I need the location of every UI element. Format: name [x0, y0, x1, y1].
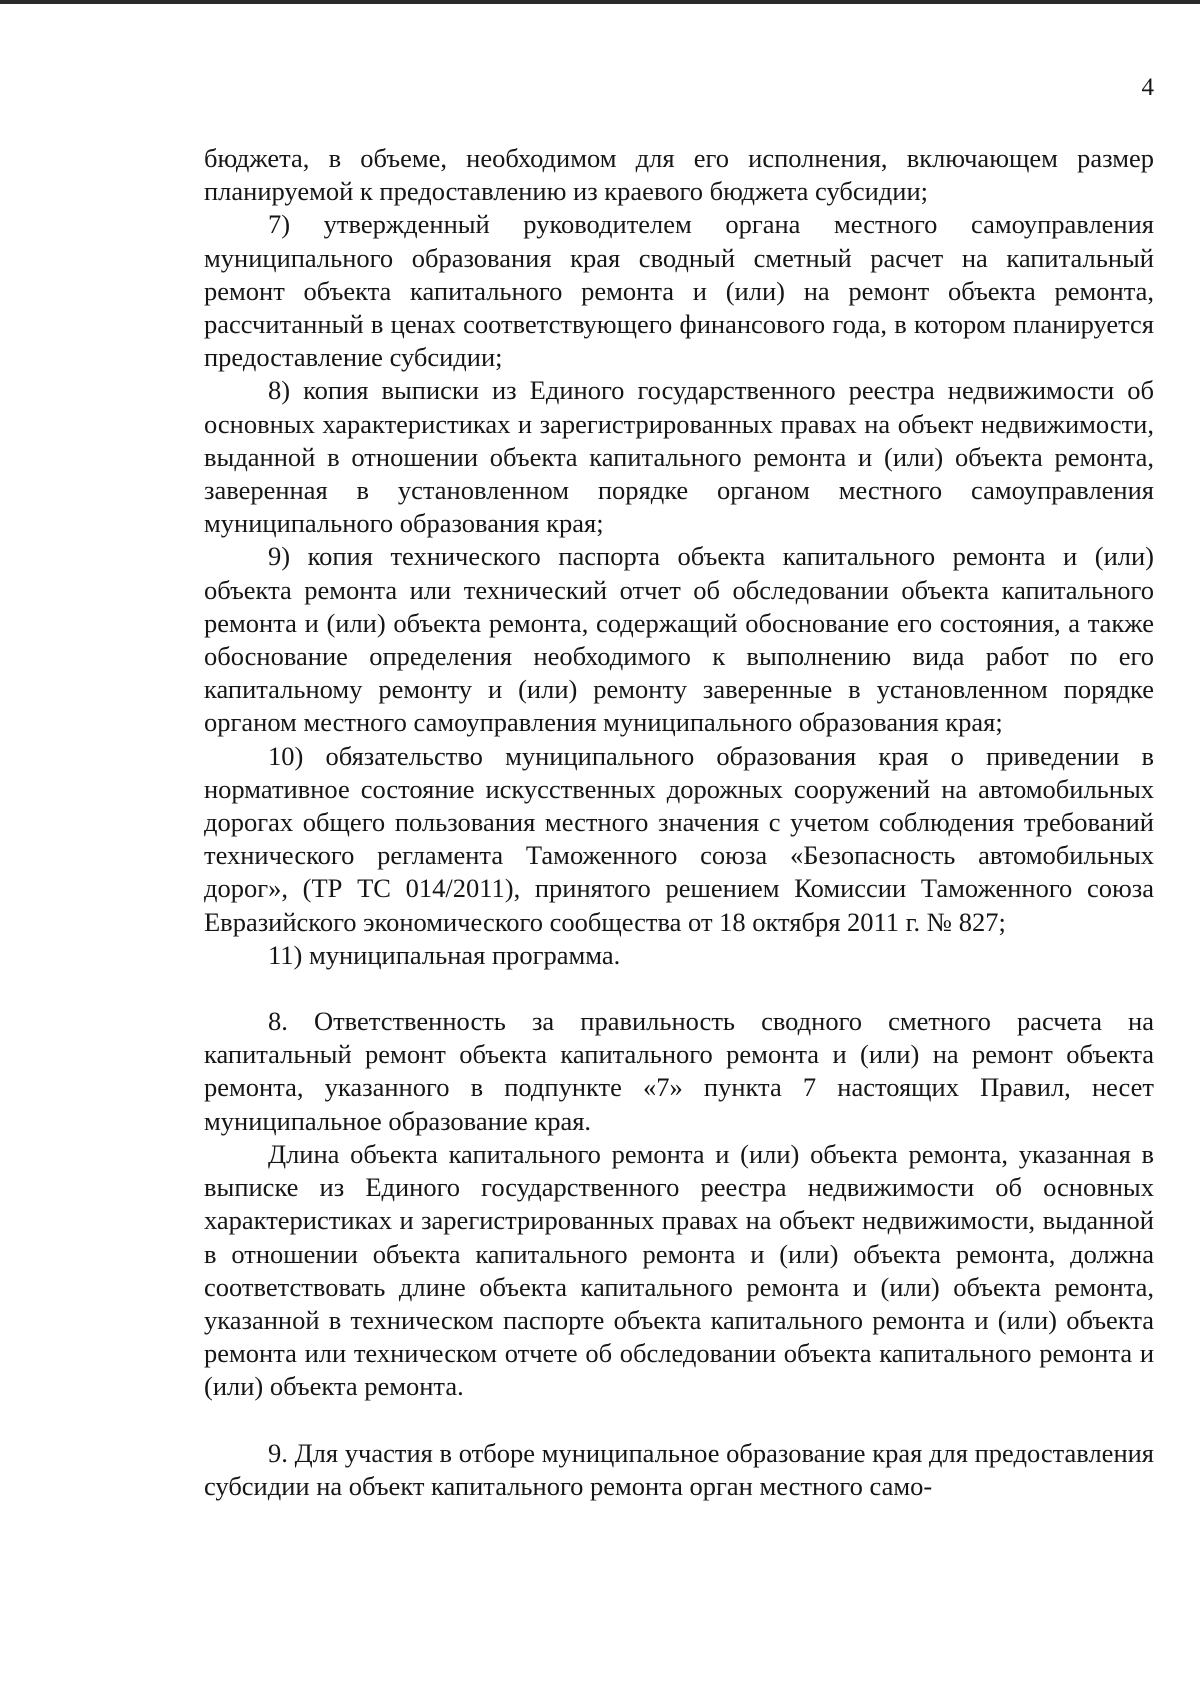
- paragraph-item-9: 9) копия технического паспорта объекта капитального ремонта и (или) объекта ремонта или технический отчет об обследовании объекта капитального ремонта и (или) объекта ремонта, содержащий обоснование его состояния, а также обоснование определения необходимого к выполнению вида работ по его капитальному ремонту и (или) ремонту заверенные в установленном порядке органом местного самоуправления муниципального образования края;: [204, 541, 1154, 738]
- paragraph-item-11: 11) муниципальная программа.: [268, 939, 621, 970]
- paragraph-clause-9: 9. Для участия в отборе муниципальное образование края для предоставления субсидии на объект капитального ремонта орган местного само-: [204, 1437, 1154, 1501]
- paragraph-item-7: 7) утвержденный руководителем органа местного самоуправления муниципального образования края сводный сметный расчет на капитальный ремонт объекта капитального ремонта и (или) на ремонт объекта ремонта, рассчитанный в ценах соответствующего финансового года, в котором планируется предоставление субсидии;: [204, 209, 1154, 373]
- paragraph-clause-8-length: Длина объекта капитального ремонта и (или) объекта ремонта, указанная в выписке из Единого государственного реестра недвижимости об основных характеристиках и зарегистрированных правах на объект недвижимости, выданной в отношении объекта капитального ремонта и (или) объекта ремонта, должна соответствовать длине объекта капитального ремонта и (или) объекта ремонта, указанной в техническом паспорте объекта капитального ремонта и (или) объекта ремонта или техническом отчете об обследовании объекта капитального ремонта и (или) объекта ремонта.: [204, 1138, 1154, 1402]
- paragraph-clause-8: 8. Ответственность за правильность сводного сметного расчета на капитальный ремонт объекта капитального ремонта и (или) на ремонт объекта ремонта, указанного в подпункте «7» пункта 7 настоящих Правил, несет муниципальное образование края.: [204, 1006, 1154, 1136]
- page-top-edge: [0, 0, 1200, 4]
- paragraph-item-8: 8) копия выписки из Единого государственного реестра недвижимости об основных характеристиках и зарегистрированных правах на объект недвижимости, выданной в отношении объекта капитального ремонта и (или) объекта ремонта, заверенная в установленном порядке органом местного самоуправления муниципального образования края;: [204, 375, 1154, 539]
- paragraph-item-10: 10) обязательство муниципального образования края о приведении в нормативное состояние искусственных дорожных сооружений на автомобильных дорогах общего пользования местного значения с учетом соблюдения требований технического регламента Таможенного союза «Безопасность автомобильных дорог», (ТР ТС 014/2011), принятого решением Комиссии Таможенного союза Евразийского экономического сообщества от 18 октября 2011 г. № 827;: [204, 740, 1154, 937]
- page-number: 4: [1141, 74, 1154, 101]
- document-body: [204, 142, 1154, 1503]
- paragraph-budget-continuation: бюджета, в объеме, необходимом для его исполнения, включающем размер планируемой к предоставлению из краевого бюджета субсидии;: [204, 143, 1154, 207]
